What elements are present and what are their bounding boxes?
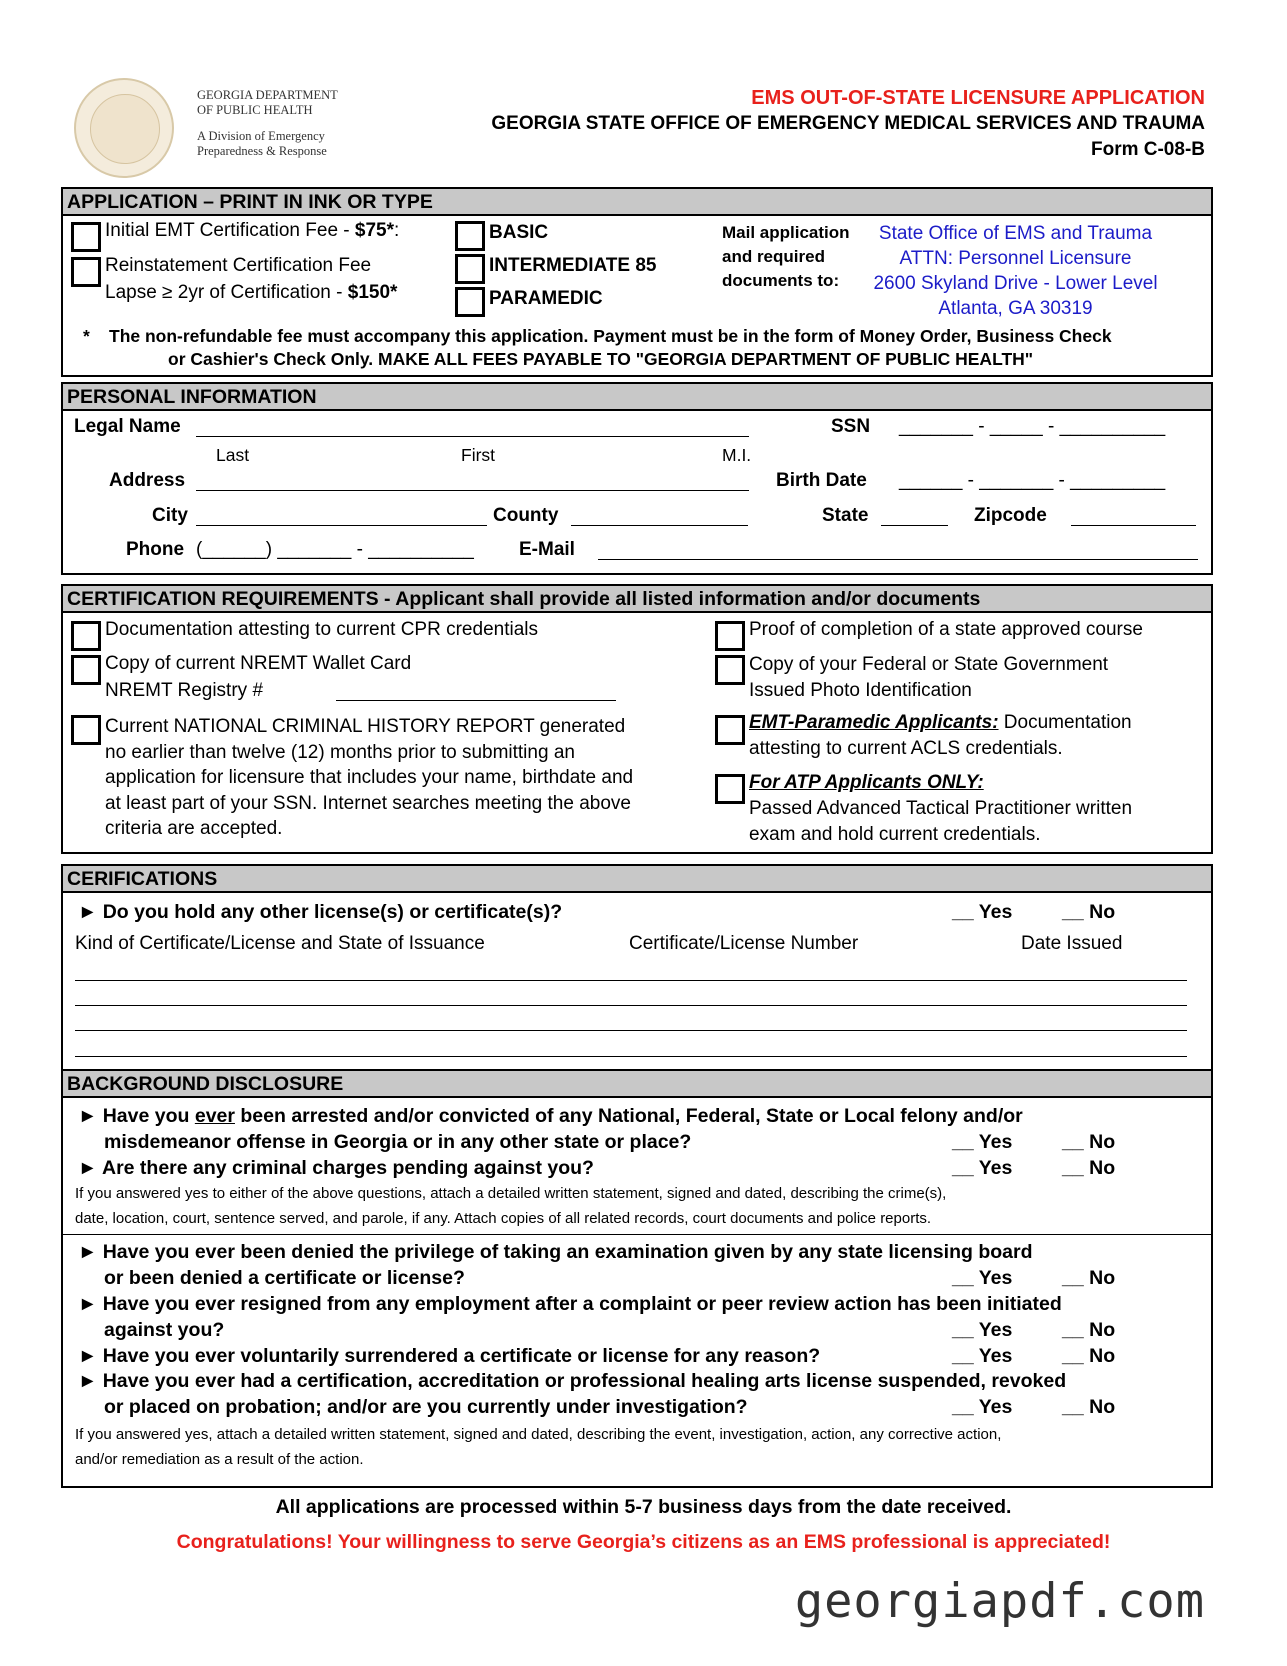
reinstatement-fee-checkbox[interactable] (71, 257, 101, 287)
other-license-question: ► Do you hold any other license(s) or certificate(s)? (78, 901, 563, 923)
certifications-background-section (61, 864, 1213, 1488)
atp-label: For ATP Applicants ONLY: Passed Advanced Tactical Practitioner written exam and hold current credentials. (749, 772, 1133, 845)
nremt-card-label: Copy of current NREMT Wallet Card (105, 653, 412, 674)
cpr-checkbox[interactable] (71, 621, 101, 651)
other-license-yes[interactable]: __ Yes (952, 901, 1013, 923)
personal-info-heading: PERSONAL INFORMATION (63, 384, 1211, 411)
denied-exam-question-line2: or been denied a certificate or license? (104, 1267, 465, 1289)
processing-note: All applications are processed within 5-7 business days from the date received. (275, 1496, 1012, 1518)
fee-note-line2: or Cashier's Check Only. MAKE ALL FEES PAYABLE TO "GEORGIA DEPARTMENT OF PUBLIC HEALTH" (168, 349, 1034, 369)
intermediate-checkbox[interactable] (455, 254, 485, 284)
cpr-label: Documentation attesting to current CPR credentials (105, 619, 538, 640)
legal-name-field[interactable] (196, 436, 749, 437)
city-label: City (152, 505, 188, 526)
pending-yes[interactable]: __ Yes (952, 1157, 1013, 1179)
zipcode-label: Zipcode (974, 505, 1047, 526)
form-number: Form C-08-B (1090, 139, 1205, 160)
paramedic-acls-checkbox[interactable] (715, 715, 745, 745)
fee-note-star: * (83, 326, 90, 346)
first-name-caption: First (461, 445, 496, 465)
certification-requirements-section (61, 584, 1213, 854)
nremt-card-checkbox[interactable] (71, 655, 101, 685)
county-label: County (493, 505, 559, 526)
basic-label: BASIC (489, 222, 549, 243)
approved-course-label: Proof of completion of a state approved course (749, 619, 1143, 640)
resigned-no[interactable]: __ No (1062, 1319, 1116, 1341)
certification-requirements-heading: CERTIFICATION REQUIREMENTS - Applicant shall provide all listed information and/or documents (63, 586, 1211, 613)
form-title: EMS OUT-OF-STATE LICENSURE APPLICATION (751, 87, 1205, 109)
pending-charges-question: ► Are there any criminal charges pending against you? (78, 1157, 594, 1179)
fee-note-line1: The non-refundable fee must accompany this application. Payment must be in the form of Money Order, Business Check (109, 326, 1112, 346)
ssn-field[interactable]: _______ - _____ - __________ (899, 416, 1166, 437)
resigned-question-line2: against you? (104, 1319, 225, 1341)
pending-no[interactable]: __ No (1062, 1157, 1116, 1179)
email-field[interactable] (598, 559, 1198, 560)
license-entry-line[interactable] (75, 1005, 1187, 1006)
congratulations-note: Congratulations! Your willingness to serve Georgia’s citizens as an EMS professional is appreciated! (176, 1531, 1111, 1553)
col-number-header: Certificate/License Number (629, 933, 859, 954)
license-entry-line[interactable] (75, 1030, 1187, 1031)
agency-name: GEORGIA DEPARTMENT OF PUBLIC HEALTH A Division of Emergency Preparedness & Response (197, 88, 338, 158)
paramedic-checkbox[interactable] (455, 287, 485, 317)
nremt-registry-field[interactable] (336, 700, 616, 701)
surrendered-yes[interactable]: __ Yes (952, 1345, 1013, 1367)
divider (63, 1234, 1211, 1235)
denied-exam-question: ► Have you ever been denied the privilege of taking an examination given by any state licensing board (78, 1241, 1033, 1263)
zipcode-field[interactable] (1071, 525, 1196, 526)
last-name-caption: Last (216, 445, 250, 465)
background-heading: BACKGROUND DISCLOSURE (63, 1069, 1211, 1098)
application-heading: APPLICATION – PRINT IN INK OR TYPE (63, 189, 1211, 216)
resigned-yes[interactable]: __ Yes (952, 1319, 1013, 1341)
license-entry-line[interactable] (75, 1056, 1187, 1057)
office-name: GEORGIA STATE OFFICE OF EMERGENCY MEDICAL SERVICES AND TRAUMA (491, 113, 1205, 134)
legal-name-label: Legal Name (74, 416, 181, 437)
address-field[interactable] (196, 490, 749, 491)
certifications-heading: CERIFICATIONS (63, 866, 1211, 893)
nremt-registry-label: NREMT Registry # (105, 680, 264, 701)
ssn-label: SSN (831, 416, 871, 437)
suspended-yes[interactable]: __ Yes (952, 1396, 1013, 1418)
suspended-question: ► Have you ever had a certification, accreditation or professional healing arts license suspended, revoked (78, 1370, 1067, 1392)
denied-yes[interactable]: __ Yes (952, 1267, 1013, 1289)
department-seal-logo (74, 78, 174, 178)
initial-fee-label: Initial EMT Certification Fee - $75*: (105, 220, 400, 241)
criminal-note-line1: If you answered yes to either of the above questions, attach a detailed written statement, signed and dated, describing the crime(s), (75, 1185, 947, 1202)
paramedic-acls-label: EMT-Paramedic Applicants: Documentation attesting to current ACLS credentials. (749, 712, 1132, 759)
email-label: E-Mail (519, 539, 575, 560)
mail-instructions: Mail application and required documents to: (722, 223, 850, 290)
phone-field[interactable]: (______) _______ - __________ (196, 539, 474, 560)
denied-no[interactable]: __ No (1062, 1267, 1116, 1289)
disclosure-note-line2: and/or remediation as a result of the action. (75, 1451, 364, 1468)
reinstatement-lapse-label: Lapse ≥ 2yr of Certification - $150* (105, 282, 398, 303)
surrendered-no[interactable]: __ No (1062, 1345, 1116, 1367)
birth-date-field[interactable]: ______ - _______ - _________ (899, 470, 1166, 491)
photo-id-checkbox[interactable] (715, 655, 745, 685)
license-entry-line[interactable] (75, 980, 1187, 981)
state-label: State (822, 505, 869, 526)
initial-fee-checkbox[interactable] (71, 222, 101, 252)
city-field[interactable] (196, 525, 487, 526)
basic-checkbox[interactable] (455, 221, 485, 251)
arrest-no[interactable]: __ No (1062, 1131, 1116, 1153)
reinstatement-fee-label: Reinstatement Certification Fee (105, 255, 372, 276)
arrest-yes[interactable]: __ Yes (952, 1131, 1013, 1153)
resigned-question: ► Have you ever resigned from any employment after a complaint or peer review action has been initiated (78, 1293, 1062, 1315)
mail-address: State Office of EMS and Trauma ATTN: Personnel Licensure 2600 Skyland Drive - Lower Level Atlanta, GA 30319 (873, 223, 1158, 319)
arrest-question-line2: misdemeanor offense in Georgia or in any other state or place? (104, 1131, 692, 1153)
application-section (61, 187, 1213, 377)
approved-course-checkbox[interactable] (715, 621, 745, 651)
col-kind-header: Kind of Certificate/License and State of Issuance (75, 933, 485, 954)
suspended-no[interactable]: __ No (1062, 1396, 1116, 1418)
criminal-note-line2: date, location, court, sentence served, and parole, if any. Attach copies of all related records, court documents and police reports. (75, 1210, 932, 1227)
criminal-history-checkbox[interactable] (71, 715, 101, 745)
intermediate-label: INTERMEDIATE 85 (489, 255, 657, 276)
county-field[interactable] (571, 525, 748, 526)
paramedic-label: PARAMEDIC (489, 288, 603, 309)
photo-id-label: Copy of your Federal or State Government Issued Photo Identification (749, 654, 1109, 701)
disclosure-note-line1: If you answered yes, attach a detailed written statement, signed and dated, describing the event, investigation, action, any corrective action, (75, 1426, 1002, 1443)
middle-initial-caption: M.I. (722, 445, 752, 465)
arrest-question: ► Have you ever been arrested and/or convicted of any National, Federal, State or Local felony and/or (78, 1105, 1023, 1127)
birth-date-label: Birth Date (776, 470, 867, 491)
atp-checkbox[interactable] (715, 774, 745, 804)
state-field[interactable] (881, 525, 948, 526)
other-license-no[interactable]: __ No (1062, 901, 1116, 923)
criminal-history-label: Current NATIONAL CRIMINAL HISTORY REPORT generated no earlier than twelve (12) months prior to submitting an application for licensure that includes your name, birthdate and at least part of your SSN. Internet searches meeting the above criteria are accepted. (105, 716, 634, 839)
surrendered-question: ► Have you ever voluntarily surrendered a certificate or license for any reason? (78, 1345, 821, 1367)
suspended-question-line2: or placed on probation; and/or are you currently under investigation? (104, 1396, 748, 1418)
address-label: Address (109, 470, 186, 491)
personal-info-section (61, 382, 1213, 575)
site-watermark: georgiapdf.com (794, 1574, 1205, 1629)
col-date-header: Date Issued (1021, 933, 1123, 954)
phone-label: Phone (126, 539, 185, 560)
